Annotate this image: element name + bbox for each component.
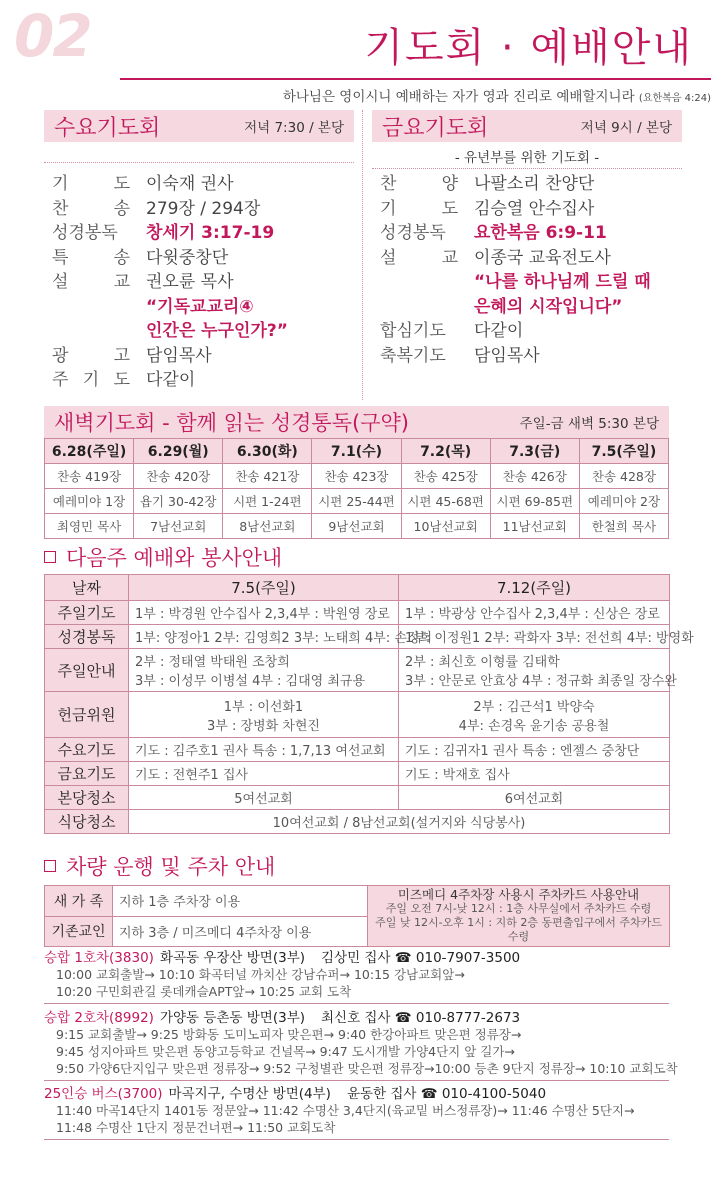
services-line: 5여선교회 [234,792,293,807]
page-number: 02 [14,2,91,70]
services-label: 수요기도 [45,738,129,762]
services-line: 3부 : 안문로 안효상 4부 : 정규화 최종일 장수완 [405,674,677,689]
program-value: 담임목사 [146,345,212,366]
friday-title: 금요기도회 [382,115,489,141]
column-divider [362,110,363,400]
friday-divider [372,168,682,169]
bible-cell: 찬송 419장 [45,464,134,489]
friday-program [380,172,680,368]
services-cell [129,649,399,692]
services-label: 본당청소 [45,786,129,810]
page-title: 기도회 · 예배안내 [364,25,693,71]
bus-name: 승합 1호차(3830) [44,950,154,966]
services-line: 6여선교회 [504,792,564,807]
program-label: 특 송 [52,247,130,268]
program-label: 축 복 기 도 [380,345,446,366]
services-head-cell: 날짜 [45,575,129,601]
wednesday-time: 저녁 7:30 / 본당 [244,120,344,136]
program-row [52,344,352,369]
program-row [52,270,352,295]
bible-row [45,464,669,489]
bible-cell: 8남선교회 [223,514,312,539]
bible-row [45,489,669,514]
dawn-time: 주일-금 새벽 5:30 본당 [519,416,659,432]
bus-schedule [44,966,669,1000]
services-cell [399,738,670,762]
bible-cell: 시편 45-68편 [401,489,490,514]
program-label: 찬 양 [380,174,458,194]
services-cell [399,786,670,810]
bible-row [45,439,669,464]
bible-cell: 6.30(화) [223,439,312,464]
services-row [45,692,670,738]
program-label: 주 기 도 [52,370,130,390]
program-row [380,221,680,246]
services-label: 식당청소 [45,810,129,834]
bus-stop-line: 10:20 구민회관길 롯데캐슬APT앞→ 10:25 교회 도착 [56,984,352,999]
program-row [380,197,680,222]
bible-reading-table [44,438,669,539]
bible-cell: 욥기 30-42장 [134,489,223,514]
program-value: 창세기 3:17-19 [146,223,275,243]
bible-cell: 찬송 420장 [134,464,223,489]
bus-driver: 김상민 집사 ☎ 010-7907-3500 [321,950,521,966]
program-row [52,246,352,271]
bible-cell: 찬송 428장 [579,464,668,489]
bible-cell: 7.1(수) [312,439,401,464]
bus-schedule [44,1026,678,1077]
program-value: “기독교교리④ [146,296,254,317]
program-row [380,270,680,295]
bus-route [44,1006,678,1081]
bible-cell: 찬송 421장 [223,464,312,489]
program-row [380,319,680,344]
bus-driver: 최신호 집사 ☎ 010-8777-2673 [321,1010,521,1026]
bus-stop-line: 11:40 마곡14단지 1401동 정문앞→ 11:42 수명산 3,4단지(육교밑 버스정류장)→ 11:46 수명산 5단지→ [56,1103,635,1118]
bus-schedule [44,1102,669,1136]
services-cell: 10여선교회 / 8남선교회(설거지와 식당봉사) [129,810,670,834]
program-value: 담임목사 [474,345,540,366]
services-cell [399,625,694,649]
parking-label: 기존교인 [45,916,113,947]
friday-time: 저녁 9시 / 본당 [580,120,672,136]
bible-cell: 찬송 425장 [401,464,490,489]
checkbox-icon [44,551,56,563]
services-line: 1부 : 박광상 안수집사 2,3,4부 : 신상은 장로 [405,607,660,622]
services-table [44,574,694,834]
services-row [45,810,670,834]
title-divider [120,78,711,80]
services-line: 1부: 양정아1 2부: 김영희2 3부: 노태희 4부: 손정희 [135,631,432,646]
bus-title [44,1082,669,1102]
dawn-title: 새벽기도회 - 함께 읽는 성경통독(구약) [54,411,409,435]
bus-name: 승합 2호차(8992) [44,1010,154,1026]
bible-cell: 9남선교회 [312,514,401,539]
services-label: 헌금위원 [45,692,129,738]
wednesday-title: 수요기도회 [54,115,161,141]
services-line: 기도 : 전현주1 집사 [135,768,248,783]
services-cell [129,601,399,625]
bible-cell: 예레미야 2장 [579,489,668,514]
program-value: 은혜의 시작입니다” [474,296,623,317]
program-value: 다같이 [474,321,524,341]
services-line: 1부 : 박경원 안수집사 2,3,4부 : 박원영 장로 [135,607,390,622]
bible-cell: 7.3(금) [490,439,579,464]
program-label [52,319,130,344]
program-row [380,172,680,197]
services-line: 2부 : 최신호 이형률 김태학 [405,655,560,670]
program-row [52,368,352,393]
services-line: 기도 : 김귀자1 권사 특송 : 엔젤스 중창단 [405,744,640,759]
program-value: 279장 / 294장 [146,198,261,219]
program-value: “나를 하나님께 드릴 때 [474,272,651,292]
program-value: 다같이 [146,370,196,390]
dawn-header [44,406,669,438]
bible-cell: 7남선교회 [134,514,223,539]
bus-stop-line: 11:48 수명산 1단지 정문건너편→ 11:50 교회도착 [56,1120,336,1135]
program-label: 기 도 [52,174,130,194]
program-row [52,197,352,222]
bible-cell: 6.29(월) [134,439,223,464]
parking-note [368,886,670,947]
bible-cell: 6.28(주일) [45,439,134,464]
bible-cell: 찬송 423장 [312,464,401,489]
bible-cell: 시편 1-24편 [223,489,312,514]
services-title: 다음주 예배와 봉사안내 [66,546,283,570]
bus-name: 25인승 버스(3700) [44,1086,163,1102]
program-value: 이종국 교육전도사 [474,247,611,268]
wednesday-program [52,172,352,393]
services-label: 성경봉독 [45,625,129,649]
program-value: 다윗중창단 [146,247,229,268]
program-row [380,246,680,271]
services-cell [129,692,399,738]
vehicle-heading [44,851,275,881]
program-row [52,295,352,320]
program-label: 설 교 [52,272,130,292]
bus-stop-line: 9:50 가양6단지입구 맞은편 정류장→ 9:52 구청별관 맞은편 정류장→10:00 등촌 9단지 정류장→ 10:10 교회도착 [56,1061,678,1076]
parking-note-line: 주일 낮 12시-오후 1시 : 지하 2층 동편출입구에서 주차카드 수령 [375,916,662,943]
services-row [45,762,670,786]
program-label: 합 심 기 도 [380,321,446,341]
program-value: 요한복음 6:9-11 [474,223,607,243]
services-cell [399,762,670,786]
parking-note-line: 주일 오전 7시-낮 12시 : 1층 사무실에서 주차카드 수령 [385,902,652,915]
friday-header [372,110,682,142]
program-label: 성 경 봉 독 [52,223,118,243]
wednesday-header [44,110,354,142]
program-label: 설 교 [380,247,458,268]
services-line: 2부 : 정태열 박태원 조창희 [135,655,290,670]
bus-direction: 화곡동 우장산 방면(3부) [159,950,306,966]
parking-value: 지하 1층 주차장 이용 [113,886,368,917]
program-row [52,319,352,344]
program-label [380,295,458,320]
program-row [380,344,680,369]
parking-row [45,886,670,917]
bus-route [44,1082,669,1140]
bus-route [44,946,669,1004]
services-label: 금요기도 [45,762,129,786]
wednesday-divider [44,162,354,163]
program-row [52,172,352,197]
bible-cell: 7.5(주일) [579,439,668,464]
program-label: 기 도 [380,198,458,219]
services-cell [129,738,399,762]
bible-cell: 11남선교회 [490,514,579,539]
bible-cell: 한철희 목사 [579,514,668,539]
services-line: 기도 : 박재호 집사 [405,768,510,783]
services-head-cell: 7.12(주일) [399,575,670,601]
services-row [45,786,670,810]
program-value: 이숙재 권사 [146,174,234,194]
bible-cell: 시편 25-44편 [312,489,401,514]
program-value: 권오륜 목사 [146,272,234,292]
services-cell [129,786,399,810]
services-row [45,601,670,625]
bus-stop-line: 9:15 교회출발→ 9:25 방화동 도미노피자 맞은편→ 9:40 한강아파트 맞은편 정류장→ [56,1027,522,1042]
services-head-cell: 7.5(주일) [129,575,399,601]
services-cell [399,601,670,625]
services-row [45,738,670,762]
program-label: 찬 송 [52,198,130,219]
services-line: 1부 : 이선화1 [223,699,304,715]
services-head-row [45,575,670,601]
program-label [380,270,458,295]
services-cell [129,625,432,649]
bible-cell: 최영민 목사 [45,514,134,539]
services-label: 주일기도 [45,601,129,625]
services-line: 3부 : 이성무 이병설 4부 : 김대영 최규용 [135,674,366,689]
bus-title [44,946,669,966]
services-label: 주일안내 [45,649,129,692]
bus-driver: 윤동한 집사 ☎ 010-4100-5040 [346,1086,547,1102]
program-label: 광 고 [52,345,130,366]
bus-title [44,1006,669,1026]
checkbox-icon [44,860,56,872]
header-verse: 하나님은 영이시니 예배하는 자가 영과 진리로 예배할지니라 (요한복음 4:24) [282,89,711,105]
program-value: 나팔소리 찬양단 [474,174,595,194]
parking-label: 새 가 족 [45,886,113,917]
bible-row [45,514,669,539]
bible-cell: 7.2(목) [401,439,490,464]
program-value: 인간은 누구인가?” [146,321,288,341]
vehicle-title: 차량 운행 및 주차 안내 [66,855,276,879]
bible-cell: 예레미야 1장 [45,489,134,514]
program-value: 김승열 안수집사 [474,198,595,219]
program-label: 성 경 봉 독 [380,223,446,243]
services-line: 2부 : 김근석1 박양숙 [473,699,595,715]
services-line: 기도 : 김주호1 권사 특송 : 1,7,13 여선교회 [135,744,386,759]
parking-note-title: 미즈메디 4주차장 사용시 주차카드 사용안내 [397,887,640,902]
bus-stop-line: 10:00 교회출발→ 10:10 화곡터널 까치산 강남슈퍼→ 10:15 강남교회앞→ [56,967,465,982]
services-row [45,649,670,692]
bible-cell: 10남선교회 [401,514,490,539]
services-line: 4부: 손경옥 윤기송 공용철 [458,718,610,734]
services-cell [399,649,677,692]
services-heading [44,542,282,572]
parking-value: 지하 3층 / 미즈메디 4주차장 이용 [113,916,368,947]
parking-table [44,885,670,947]
bible-cell: 찬송 426장 [490,464,579,489]
services-cell [399,692,670,738]
bus-stop-line: 9:45 성지아파트 맞은편 동양고등학교 건널목→ 9:47 도시개발 가양4단지 앞 길가→ [56,1044,515,1059]
program-row [380,295,680,320]
services-line: 3부 : 장병화 차현진 [207,718,320,734]
bus-direction: 마곡지구, 수명산 방면(4부) [168,1086,331,1102]
program-label [52,295,130,320]
services-line: 1부: 이정원1 2부: 곽화자 3부: 전선희 4부: 방영화 [405,631,694,646]
bus-direction: 가양동 등촌동 방면(3부) [159,1010,306,1026]
friday-subtitle: - 유년부를 위한 기도회 - [454,150,600,166]
program-row [52,221,352,246]
services-cell [129,762,399,786]
services-row [45,625,670,649]
bible-cell: 시편 69-85편 [490,489,579,514]
